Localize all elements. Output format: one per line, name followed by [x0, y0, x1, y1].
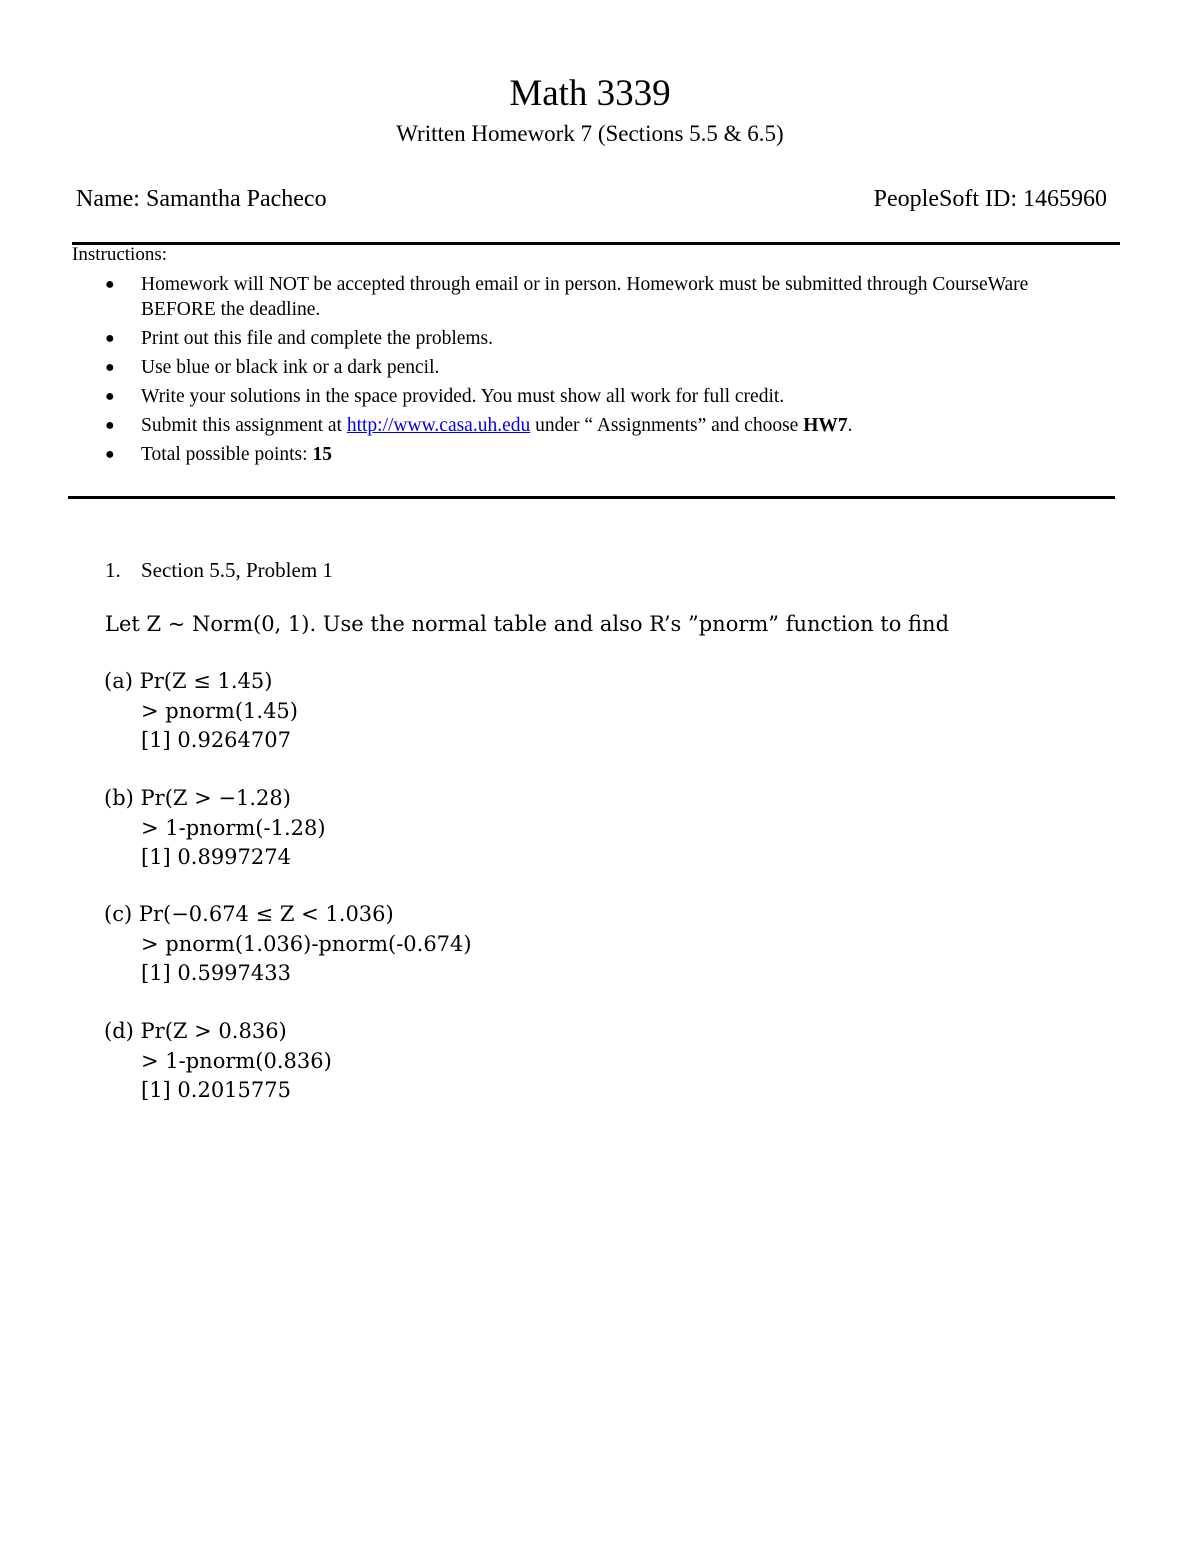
r-result: [1] 0.8997274	[141, 845, 291, 869]
instructions-heading: Instructions:	[72, 244, 167, 265]
instruction-text-suffix: .	[847, 415, 853, 436]
instruction-text: Print out this file and complete the problems.	[141, 328, 494, 349]
instruction-text-prefix: Submit this assignment at	[141, 415, 347, 436]
r-command: > pnorm(1.036)-pnorm(-0.674)	[141, 931, 472, 956]
r-result: [1] 0.2015775	[141, 1078, 291, 1102]
part-label: (b)	[104, 786, 134, 810]
bullet-icon: ●	[105, 388, 115, 405]
instruction-text: Homework will NOT be accepted through email or in person. Homework must be submitted through CourseWare BEFORE the deadline.	[141, 274, 1029, 320]
assignment-code: HW7	[803, 415, 848, 436]
r-result: [1] 0.9264707	[141, 728, 291, 752]
instruction-item	[0, 384, 1101, 409]
part-label: (c)	[104, 902, 133, 926]
r-command: > 1-pnorm(0.836)	[141, 1048, 332, 1073]
bullet-icon: ●	[105, 446, 115, 463]
student-name: Name: Samantha Pacheco	[76, 186, 327, 212]
problem-title: Section 5.5, Problem 1	[141, 558, 333, 582]
instruction-item	[0, 413, 1101, 438]
instruction-text: Write your solutions in the space provided. You must show all work for full credit.	[141, 386, 785, 407]
course-title: Math 3339	[509, 73, 671, 114]
r-command: > 1-pnorm(-1.28)	[141, 815, 326, 840]
bullet-icon: ●	[105, 359, 115, 376]
bullet-icon: ●	[105, 417, 115, 434]
part-expression: Pr(−0.674 ≤ Z < 1.036)	[138, 902, 394, 926]
problem-heading	[105, 556, 333, 584]
part-c	[104, 900, 472, 989]
top-divider	[72, 242, 1120, 245]
instructions-list	[0, 272, 1101, 467]
instruction-item	[0, 355, 1101, 380]
r-command: > pnorm(1.45)	[141, 698, 298, 723]
part-expression: Pr(Z > 0.836)	[140, 1019, 287, 1043]
bottom-divider	[68, 496, 1115, 499]
instruction-text-prefix: Total possible points:	[141, 444, 313, 465]
part-b	[104, 784, 326, 873]
part-label: (a)	[104, 669, 133, 693]
part-d	[104, 1017, 332, 1106]
casa-link[interactable]: http://www.casa.uh.edu	[346, 415, 531, 436]
part-label: (d)	[104, 1019, 134, 1043]
part-expression: Pr(Z > −1.28)	[140, 786, 291, 810]
part-a	[104, 667, 298, 756]
total-points: 15	[312, 444, 332, 465]
student-id: PeopleSoft ID: 1465960	[873, 186, 1107, 212]
instruction-text-middle: under “ Assignments” and choose	[530, 415, 804, 436]
homework-subtitle: Written Homework 7 (Sections 5.5 & 6.5)	[396, 121, 784, 146]
instruction-text: Use blue or black ink or a dark pencil.	[141, 357, 440, 378]
problem-statement: Let Z ~ Norm(0, 1). Use the normal table and also R’s ”pnorm” function to find	[105, 612, 950, 636]
instruction-item	[0, 442, 1101, 467]
part-expression: Pr(Z ≤ 1.45)	[139, 669, 273, 693]
bullet-icon: ●	[105, 330, 115, 347]
instruction-item	[0, 326, 1101, 351]
instruction-item	[0, 272, 1101, 322]
problem-number: 1.	[105, 558, 121, 582]
r-result: [1] 0.5997433	[141, 961, 291, 985]
bullet-icon: ●	[105, 276, 115, 293]
